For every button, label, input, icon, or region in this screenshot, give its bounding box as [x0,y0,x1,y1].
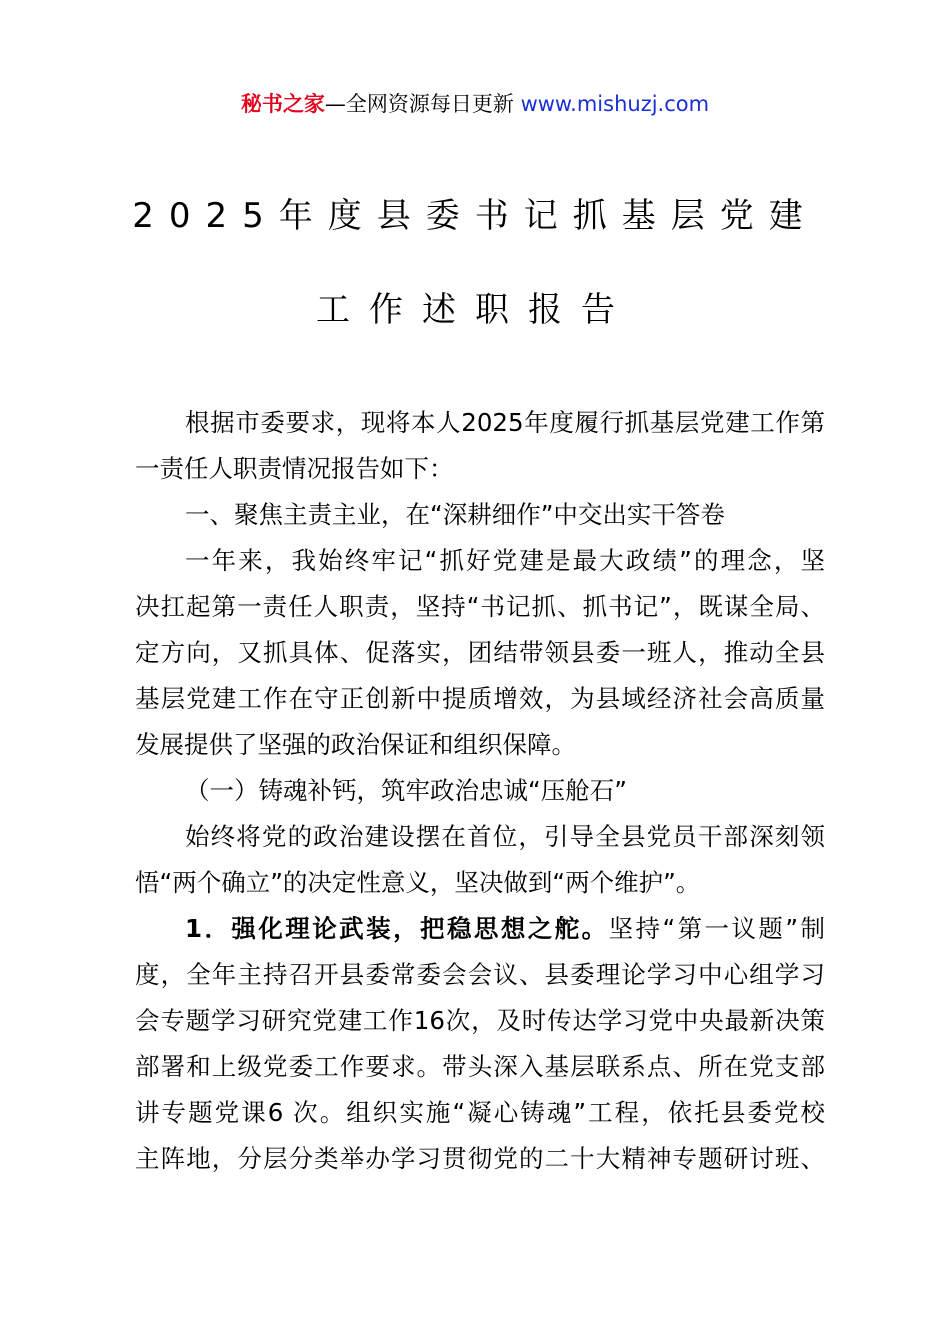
bold-lead-heading: 1．强化理论武装，把稳思想之舵。 [185,914,609,943]
paragraph-line [185,906,825,952]
paragraph-line: 一年来，我始终牢记“抓好党建是最大政绩”的理念，坚 [185,546,825,575]
site-tagline: —全网资源每日更新 [324,92,521,116]
paragraph-line: 根据市委要求，现将本人2025年度履行抓基层党建工作第 [185,408,825,437]
paragraph-text: 坚持“第一议题”制 [608,914,825,943]
section-heading: 一、聚焦主责主业，在“深耕细作”中交出实干答卷 [185,500,725,529]
paragraph-line: 决扛起第一责任人职责，坚持“书记抓、抓书记”，既谋全局、 [135,592,825,621]
paragraph-line: 发展提供了坚强的政治保证和组织保障。 [135,730,576,759]
paragraph-line: 基层党建工作在守正创新中提质增效，为县域经济社会高质量 [135,684,825,713]
paragraph-line: 部署和上级党委工作要求。带头深入基层联系点、所在党支部 [135,1052,825,1081]
paragraph-line: 定方向，又抓具体、促落实，团结带领县委一班人，推动全县 [135,638,825,667]
site-url-link[interactable]: www.mishuzj.com [520,92,710,116]
paragraph-line: 度，全年主持召开县委常委会会议、县委理论学习中心组学习 [135,960,825,989]
site-header [0,88,950,120]
paragraph-line: 始终将党的政治建设摆在首位，引导全县党员干部深刻领 [185,822,825,851]
document-title-line-2: 工作述职报告 [316,290,634,330]
paragraph-line: 一责任人职责情况报告如下： [135,454,454,483]
paragraph-line: 悟“两个确立”的决定性意义，坚决做到“两个维护”。 [135,868,701,897]
subsection-heading: （一）铸魂补钙，筑牢政治忠诚“压舱石” [185,776,627,805]
paragraph-line: 讲专题党课6 次。组织实施“凝心铸魂”工程，依托县委党校 [135,1098,825,1127]
paragraph-line: 主阵地，分层分类举办学习贯彻党的二十大精神专题研讨班、 [135,1144,825,1173]
document-title-line-1: 2025年度县委书记抓基层党建 [132,196,818,236]
paragraph-line: 会专题学习研究党建工作16次，及时传达学习党中央最新决策 [135,1006,825,1035]
site-brand: 秘书之家 [240,92,325,116]
